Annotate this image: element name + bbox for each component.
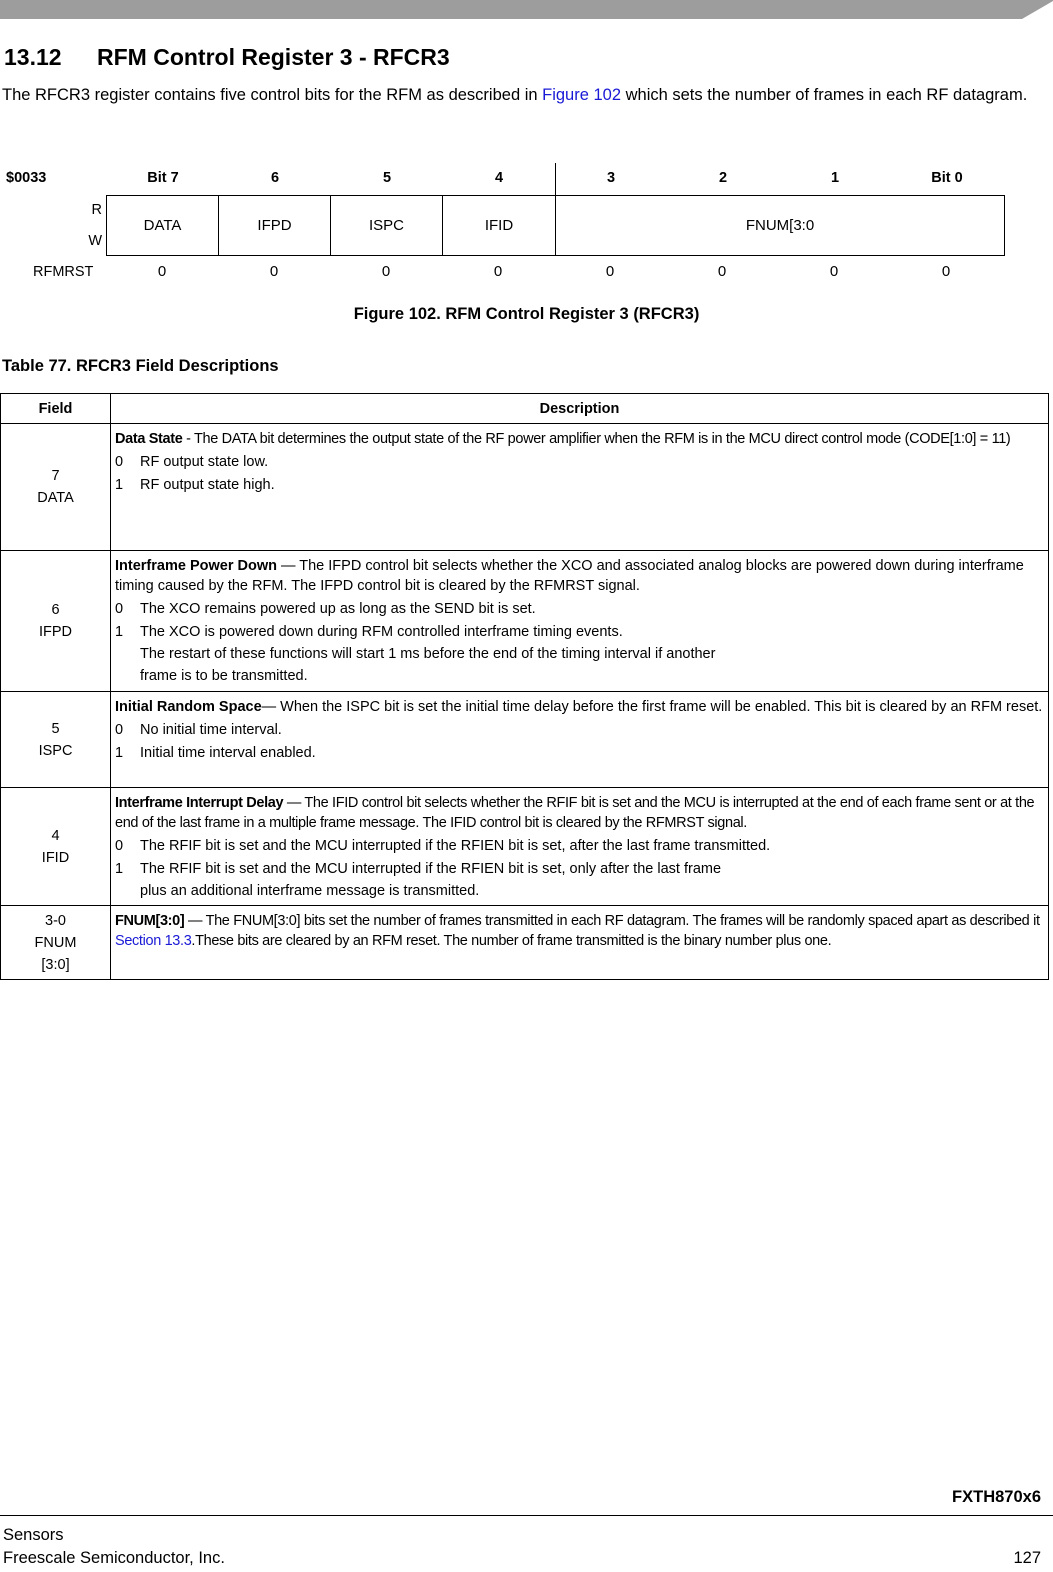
description-text: — The IFPD control bit selects whether the XCO and associated analog blocks are powered down during interframe timing caused by the RFM. The IFPD control bit is cleared by the RFMRST signal.	[115, 558, 1024, 594]
description-text-end: .These bits are cleared by an RFM reset. The number of frame transmitted is the binary number plus one.	[191, 933, 832, 949]
table-row	[1, 906, 1049, 980]
figure-caption: Figure 102. RFM Control Register 3 (RFCR3)	[353, 305, 700, 323]
field-description-table	[0, 393, 1049, 980]
description-lead	[115, 429, 1045, 449]
option-text: No initial time interval.	[140, 722, 282, 738]
section-number: 13.12	[4, 44, 62, 70]
option-code: 1	[115, 624, 124, 640]
field-name: ISPC	[38, 742, 73, 759]
section-title: RFM Control Register 3 - RFCR3	[97, 44, 450, 70]
reset-value: 0	[717, 263, 727, 280]
reset-value: 0	[157, 263, 167, 280]
option-item	[115, 859, 1045, 879]
document-id: FXTH870x6	[952, 1488, 1041, 1506]
option-code: 0	[115, 454, 124, 470]
table-row	[1, 551, 1049, 692]
bit-header: 2	[718, 170, 728, 186]
column-header-description: Description	[111, 394, 1049, 424]
field-bit: 4	[51, 827, 60, 844]
field-cell-ispc: ISPC	[331, 196, 443, 255]
description-title: Interframe Power Down	[115, 558, 277, 574]
field-cell	[1, 788, 111, 906]
field-name-range: [3:0]	[41, 956, 70, 973]
description-lead	[115, 911, 1045, 951]
reset-value: 0	[941, 263, 951, 280]
option-item	[115, 836, 1045, 856]
option-text: The XCO remains powered up as long as the SEND bit is set.	[140, 601, 536, 617]
description-text: — The IFID control bit selects whether the RFIF bit is set and the MCU is interrupted at the end of each frame sent or at the end of the last frame in a multiple frame message. The IFID control bit is cleared by the RFMRST signal.	[115, 795, 1035, 831]
description-title: Initial Random Space	[115, 699, 262, 715]
register-address: $0033	[6, 170, 47, 186]
bit-header: Bit 7	[147, 170, 179, 186]
read-label: R	[91, 202, 102, 218]
nibble-divider	[555, 163, 556, 195]
table-header-row	[1, 394, 1049, 424]
footer-company: Freescale Semiconductor, Inc.	[3, 1549, 225, 1567]
option-text: Initial time interval enabled.	[140, 745, 316, 761]
bit-header: 5	[382, 170, 392, 186]
reset-value: 0	[381, 263, 391, 280]
field-bit: 5	[51, 720, 60, 737]
footer-divider	[0, 1515, 1053, 1516]
page-number: 127	[1013, 1549, 1041, 1567]
field-cell	[1, 692, 111, 788]
reset-value: 0	[493, 263, 503, 280]
description-cell	[111, 906, 1049, 980]
table-row	[1, 788, 1049, 906]
description-title: Interframe Interrupt Delay	[115, 795, 284, 811]
register-fields	[106, 195, 1005, 256]
option-continuation: The restart of these functions will start 1 ms before the end of the timing interval if another	[140, 646, 716, 662]
bit-header: 3	[606, 170, 616, 186]
option-code: 0	[115, 601, 124, 617]
field-name: IFPD	[38, 624, 73, 640]
description-text: — When the ISPC bit is set the initial time delay before the first frame will be enabled. This bit is cleared by an RFM reset.	[261, 699, 1043, 715]
description-lead	[115, 556, 1045, 596]
reset-value: 0	[269, 263, 279, 280]
field-bit: 7	[51, 468, 60, 484]
reset-value: 0	[829, 263, 839, 280]
option-text: The RFIF bit is set and the MCU interrupted if the RFIEN bit is set, only after the last frame	[140, 861, 722, 877]
field-cell-fnum: FNUM[3:0	[745, 217, 815, 234]
field-cell-ifpd: IFPD	[219, 196, 331, 255]
section-link[interactable]: Section 13.3	[115, 933, 192, 949]
footer-category: Sensors	[3, 1526, 64, 1544]
option-text: The RFIF bit is set and the MCU interrupted if the RFIEN bit is set, after the last frame transmitted.	[140, 838, 771, 854]
option-continuation: plus an additional interframe message is transmitted.	[140, 883, 480, 899]
description-lead	[115, 697, 1045, 717]
table-row	[1, 424, 1049, 551]
option-code: 0	[115, 722, 124, 738]
description-cell	[111, 692, 1049, 788]
description-cell	[111, 788, 1049, 906]
option-item	[115, 475, 1045, 495]
option-text: RF output state high.	[140, 477, 275, 493]
option-code: 1	[115, 477, 124, 493]
table-row	[1, 692, 1049, 788]
description-title: FNUM[3:0]	[115, 913, 185, 929]
bit-header: 4	[494, 170, 504, 186]
field-name: IFID	[41, 849, 70, 866]
option-code: 1	[115, 745, 124, 761]
option-continuation: frame is to be transmitted.	[140, 668, 308, 684]
option-code: 1	[115, 861, 124, 877]
table-caption: Table 77. RFCR3 Field Descriptions	[2, 357, 279, 375]
figure-link[interactable]: Figure 102	[542, 86, 622, 104]
write-label: W	[88, 233, 102, 249]
bit-header: Bit 0	[931, 170, 963, 186]
option-text: RF output state low.	[140, 454, 269, 470]
reset-value: 0	[605, 263, 615, 280]
description-text: — The FNUM[3:0] bits set the number of frames transmitted in each RF datagram. The frames will be randomly spaced apart as described it	[184, 913, 1040, 929]
option-code: 0	[115, 838, 124, 854]
intro-text: The RFCR3 register contains five control bits for the RFM as described in	[2, 86, 543, 104]
description-cell	[111, 424, 1049, 551]
field-cell	[1, 424, 111, 551]
description-cell	[111, 551, 1049, 692]
field-bit: 6	[51, 602, 60, 618]
option-item	[115, 743, 1045, 763]
option-item	[115, 452, 1045, 472]
reset-label: RFMRST	[33, 264, 94, 280]
field-cell	[1, 906, 111, 980]
field-name: DATA	[37, 490, 74, 506]
column-header-field: Field	[1, 394, 111, 424]
option-text: The XCO is powered down during RFM controlled interframe timing events.	[140, 624, 623, 640]
register-diagram	[0, 160, 1053, 290]
option-item	[115, 599, 1045, 619]
intro-text-end: which sets the number of frames in each RF datagram.	[621, 86, 1028, 104]
field-cell-data: DATA	[107, 196, 219, 255]
intro-paragraph	[2, 84, 1048, 107]
option-item	[115, 622, 1045, 642]
description-title: Data State	[115, 431, 183, 447]
description-lead	[115, 793, 1045, 833]
field-cell-ifid: IFID	[443, 196, 556, 255]
field-cell	[1, 551, 111, 692]
header-bar	[0, 0, 1053, 19]
bit-header: 6	[270, 170, 280, 186]
field-bit: 3-0	[45, 912, 66, 929]
bit-header: 1	[830, 170, 840, 186]
description-text: - The DATA bit determines the output state of the RF power amplifier when the RFM is in the MCU direct control mode (CODE[1:0] = 11)	[182, 431, 1011, 447]
option-item	[115, 720, 1045, 740]
field-name: FNUM	[34, 934, 77, 951]
section-heading	[4, 44, 450, 71]
